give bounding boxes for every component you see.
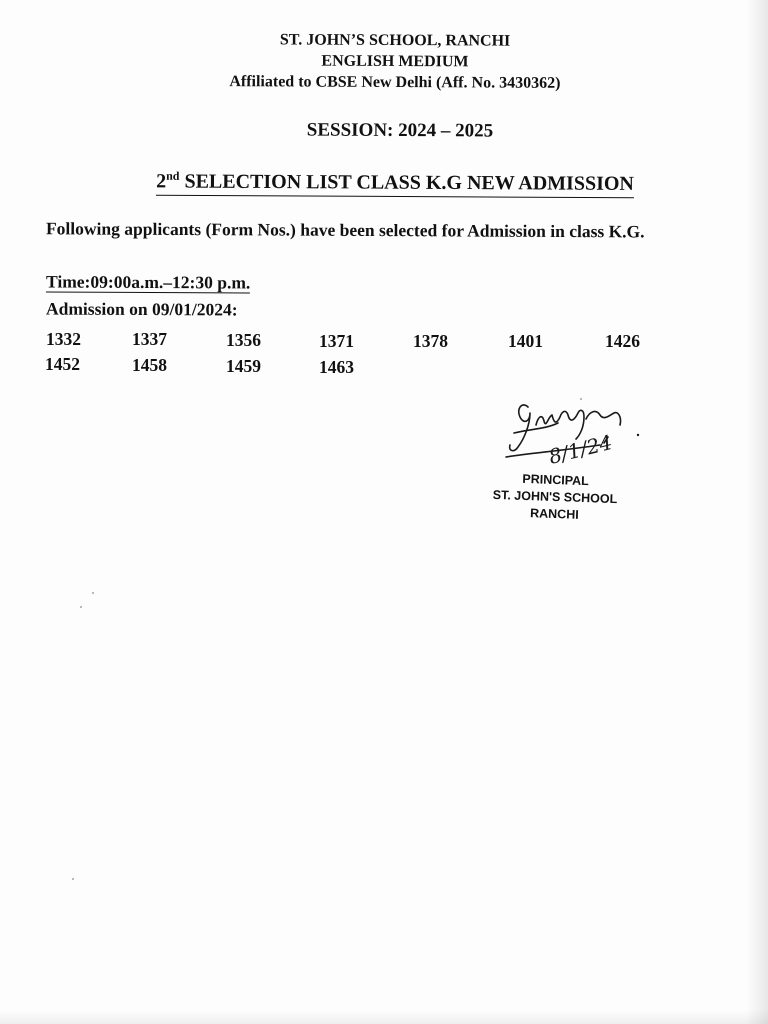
page-edge-shadow (746, 0, 768, 1024)
principal-signature (500, 395, 650, 470)
form-number: 1401 (508, 331, 543, 351)
title-text: SELECTION LIST CLASS K.G NEW ADMISSION (179, 170, 634, 195)
paper-speck (580, 398, 582, 400)
school-affiliation: Affiliated to CBSE New Delhi (Aff. No. 3430362) (229, 73, 561, 92)
form-number: 1371 (319, 331, 354, 351)
admission-time-text: Time:09:00a.m.–12:30 p.m. (45, 271, 251, 293)
page-bottom-shadow (0, 1010, 768, 1024)
principal-stamp (469, 469, 641, 526)
paper-speck (92, 592, 94, 594)
form-number: 1337 (132, 329, 167, 349)
stamp-city: RANCHI (529, 506, 579, 522)
school-medium: ENGLISH MEDIUM (321, 52, 469, 71)
form-number: 1332 (46, 329, 81, 349)
selection-list-title (100, 168, 690, 198)
stamp-title: PRINCIPAL (522, 471, 590, 489)
paper-speck (72, 878, 74, 880)
signature-date: 8/1/24 (546, 430, 615, 469)
form-number: 1452 (45, 354, 80, 374)
title-ordinal-number: 2 (156, 170, 167, 193)
stamp-school: ST. JOHN'S SCHOOL (492, 487, 618, 507)
admission-time (46, 271, 250, 293)
form-number: 1458 (132, 355, 167, 375)
selection-list-title-text (156, 169, 634, 198)
school-name: ST. JOHN’S SCHOOL, RANCHI (279, 31, 511, 50)
form-number: 1378 (413, 331, 448, 351)
form-number: 1426 (605, 331, 640, 351)
paper-speck (80, 606, 82, 608)
title-ordinal-suffix: nd (166, 168, 180, 183)
session-title: SESSION: 2024 – 2025 (306, 119, 494, 142)
admission-date: Admission on 09/01/2024: (45, 298, 238, 320)
form-number: 1356 (226, 330, 261, 350)
school-header (150, 29, 640, 95)
intro-paragraph: Following applicants (Form Nos.) have been selected for Admission in class K.G. (45, 218, 645, 242)
form-number: 1463 (319, 357, 354, 377)
form-number: 1459 (226, 356, 261, 376)
